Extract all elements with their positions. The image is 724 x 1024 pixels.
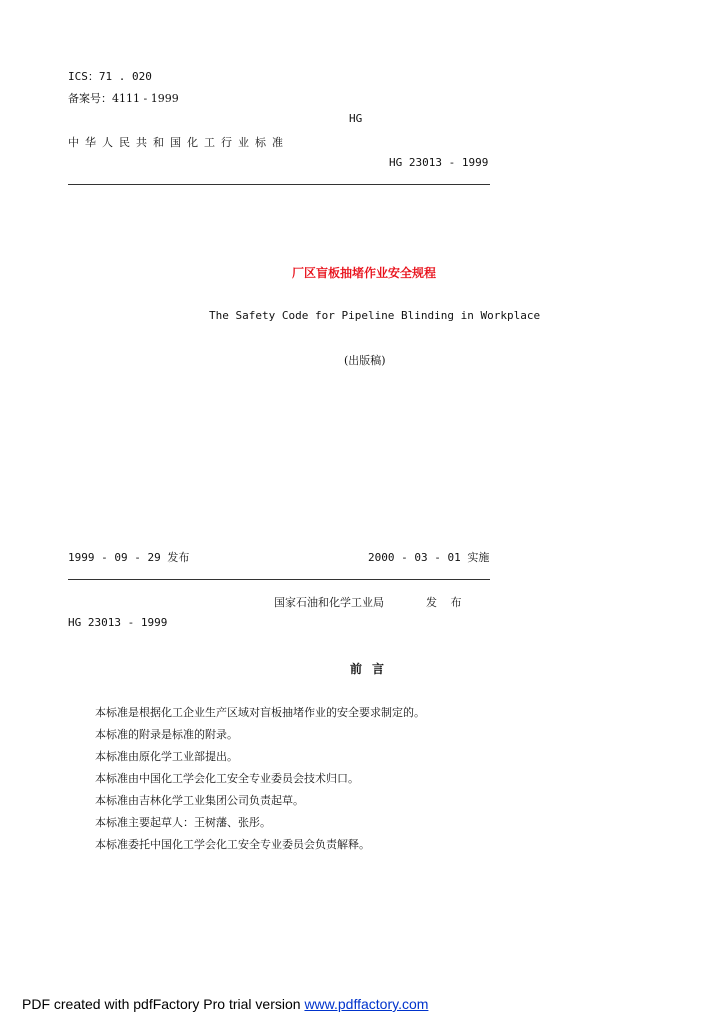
issuer-name: 国家石油和化学工业局 bbox=[274, 596, 384, 609]
foreword-heading: 前言 bbox=[350, 662, 395, 676]
foreword-line: 本标准是根据化工企业生产区域对盲板抽堵作业的安全要求制定的。 bbox=[95, 706, 425, 719]
foreword-line: 本标准由中国化工学会化工安全专业委员会技术归口。 bbox=[95, 772, 359, 785]
hg-label: HG bbox=[349, 112, 363, 125]
issue-date: 1999 - 09 - 29 发布 bbox=[68, 551, 190, 564]
title-english: The Safety Code for Pipeline Blinding in Workplace bbox=[209, 309, 541, 322]
pdf-footer bbox=[22, 996, 428, 1012]
ics-code: ICS：71 . 020 bbox=[68, 70, 152, 83]
foreword-line: 本标准由原化学工业部提出。 bbox=[95, 750, 238, 763]
title-chinese: 厂区盲板抽堵作业安全规程 bbox=[292, 266, 437, 280]
foreword-line: 本标准由吉林化学工业集团公司负责起草。 bbox=[95, 794, 304, 807]
footer-text: PDF created with pdfFactory Pro trial version bbox=[22, 996, 305, 1012]
issuer-action: 发 布 bbox=[426, 596, 462, 609]
foreword-line: 本标准的附录是标准的附录。 bbox=[95, 728, 238, 741]
foreword-line: 本标准委托中国化工学会化工安全专业委员会负责解释。 bbox=[95, 838, 370, 851]
dates-divider bbox=[68, 579, 490, 580]
filing-number: 备案号：4111 - 1999 bbox=[68, 92, 179, 105]
second-standard-code: HG 23013 - 1999 bbox=[68, 616, 168, 629]
foreword-line: 本标准主要起草人：王树藩、张彤。 bbox=[95, 816, 271, 829]
header-divider bbox=[68, 184, 490, 185]
standard-code: HG 23013 - 1999 bbox=[389, 156, 489, 169]
effective-date: 2000 - 03 - 01 实施 bbox=[368, 551, 490, 564]
standard-type: 中华人民共和国化工行业标准 bbox=[68, 136, 289, 149]
footer-link[interactable]: www.pdffactory.com bbox=[304, 996, 429, 1012]
draft-label: (出版稿) bbox=[344, 354, 386, 367]
